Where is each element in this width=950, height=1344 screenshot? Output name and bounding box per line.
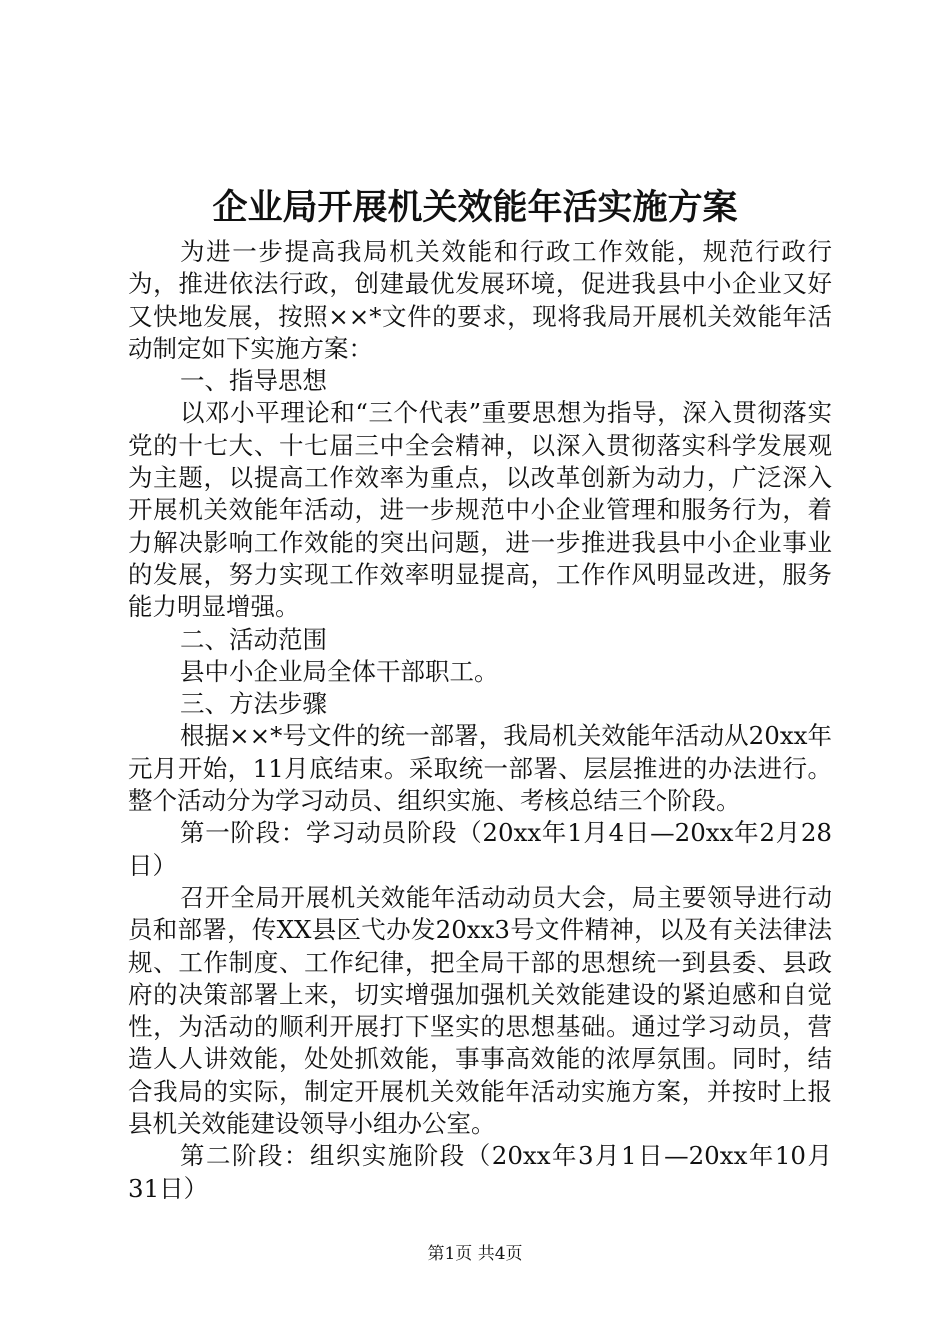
stage-one-heading: 第一阶段：学习动员阶段（20xx年1月4日—20xx年2月28日） [128,818,832,880]
page-indicator: 第1页 共4页 [427,1244,523,1264]
section-heading-steps: 三、方法步骤 [180,689,327,719]
steps-paragraph: 根据××*号文件的统一部署，我局机关效能年活动从20xx年元月开始，11月底结束。采取统一部署、层层推进的办法进行。整个活动分为学习动员、组织实施、考核总结三个阶段。 [128,721,832,816]
document-body [128,236,832,1205]
guiding-thought-paragraph: 以邓小平理论和“三个代表”重要思想为指导，深入贯彻落实党的十七大、十七届三中全会精神，以深入贯彻落实科学发展观为主题，以提高工作效率为重点，以改革创新为动力，广泛深入开展机关效能年活动，进一步规范中小企业管理和服务行为，着力解决影响工作效能的突出问题，进一步推进我县中小企业事业的发展，努力实现工作效率明显提高，工作作风明显改进，服务能力明显增强。 [128,398,832,622]
stage-one-paragraph: 召开全局开展机关效能年活动动员大会，局主要领导进行动员和部署，传XX县区弋办发20xx3号文件精神，以及有关法律法规、工作制度、工作纪律，把全局干部的思想统一到县委、县政府的决策部署上来，切实增强加强机关效能建设的紧迫感和自觉性，为活动的顺利开展打下坚实的思想基础。通过学习动员，营造人人讲效能，处处抓效能，事事高效能的浓厚氛围。同时，结合我局的实际，制定开展机关效能年活动实施方案，并按时上报县机关效能建设领导小组办公室。 [128,882,832,1139]
document-title: 企业局开展机关效能年活实施方案 [212,187,738,228]
intro-paragraph: 为进一步提高我局机关效能和行政工作效能，规范行政行为，推进依法行政，创建最优发展环境，促进我县中小企业又好又快地发展，按照××*文件的要求，现将我局开展机关效能年活动制定如下实施方案： [128,237,832,363]
section-heading-scope: 二、活动范围 [180,624,327,654]
section-heading-guiding-thought: 一、指导思想 [180,366,327,396]
stage-two-heading: 第二阶段：组织实施阶段（20xx年3月1日—20xx年10月31日） [128,1141,832,1203]
scope-paragraph: 县中小企业局全体干部职工。 [180,656,499,686]
